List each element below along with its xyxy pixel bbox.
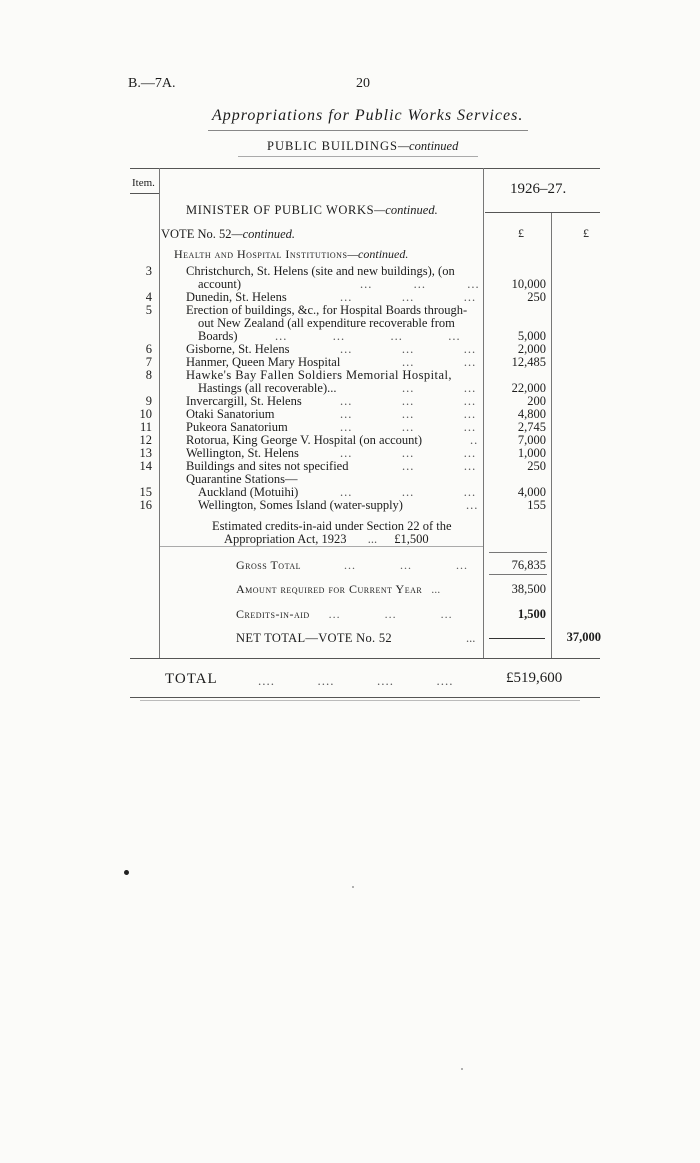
item-description: Quarantine Stations—	[186, 472, 298, 486]
item-description: account)	[198, 277, 242, 291]
currency-header-2: £	[583, 226, 589, 240]
item-amount: 7,000	[517, 433, 546, 447]
item-number: 4	[145, 290, 152, 304]
amount-required-row: Amount required for Current Year ...	[236, 582, 441, 596]
item-description: Hastings (all recoverable)...	[198, 381, 337, 395]
paper-speck	[352, 886, 354, 888]
total-bottom-rule	[130, 697, 600, 698]
vote-cont: —continued.	[231, 227, 296, 241]
item-description: Rotorua, King George V. Hospital (on account)	[186, 433, 423, 447]
net-total-row	[236, 631, 392, 646]
item-description: out New Zealand (all expenditure recoverable from	[198, 316, 455, 330]
credits-note-act: Appropriation Act, 1923	[224, 532, 347, 546]
item-amount: 2,000	[517, 342, 546, 356]
page-title: Appropriations for Public Works Services.	[212, 107, 524, 124]
item-number: 5	[145, 303, 152, 317]
item-number: 8	[145, 368, 152, 382]
table-row: 13 Wellington, St. Helens ... ... ... 1,000	[0, 447, 700, 460]
item-description: Pukeora Sanatorium	[186, 420, 288, 434]
vote-title: VOTE No. 52	[161, 227, 232, 241]
item-description: Wellington, St. Helens	[186, 446, 299, 460]
ministry-cont: —continued.	[374, 203, 438, 217]
credits-note-line-1: Estimated credits-in-aid under Section 22 of the	[212, 519, 452, 533]
table-row: 4 Dunedin, St. Helens ... ... ... 250	[0, 291, 700, 304]
gross-total-label: Gross Total	[236, 558, 301, 572]
item-number: 13	[139, 446, 152, 460]
item-description: Hanmer, Queen Mary Hospital	[186, 355, 341, 369]
item-amount: 4,000	[517, 485, 546, 499]
vote-heading	[161, 227, 295, 242]
amount-required-value: 38,500	[511, 582, 546, 596]
item-amount: 250	[527, 459, 546, 473]
amount-required-label: Amount required for Current Year	[236, 582, 423, 596]
item-amount: 12,485	[511, 355, 546, 369]
table-row: 9 Invercargill, St. Helens ... ... ... 200	[0, 395, 700, 408]
item-amount: 250	[527, 290, 546, 304]
item-description: Buildings and sites not specified	[186, 459, 349, 473]
item-number: 12	[139, 433, 152, 447]
item-number: 6	[145, 342, 152, 356]
section-heading	[267, 139, 458, 154]
total-top-rule	[130, 658, 600, 659]
table-row: 10 Otaki Sanatorium ... ... ... 4,800	[0, 408, 700, 421]
item-amount: 4,800	[517, 407, 546, 421]
item-number: 14	[139, 459, 152, 473]
table-top-rule	[130, 168, 600, 169]
credits-note-line-2: Appropriation Act, 1923 ... £1,500	[224, 532, 429, 546]
item-description: Erection of buildings, &c., for Hospital Boards through-	[186, 303, 468, 317]
year-header: 1926–27.	[510, 181, 567, 197]
paper-speck	[461, 1068, 463, 1070]
credits-in-aid-label: Credits-in-aid	[236, 607, 310, 621]
table-row: 14 Buildings and sites not specified ... ... 250	[0, 460, 700, 473]
ministry-title: MINISTER OF PUBLIC WORKS	[186, 203, 375, 217]
item-number: 16	[139, 498, 152, 512]
currency-header-1: £	[518, 226, 524, 240]
ink-spot	[124, 870, 129, 875]
item-number: 7	[145, 355, 152, 369]
credits-note-amount: £1,500	[394, 532, 429, 546]
item-amount: 10,000	[511, 277, 546, 291]
page-number: 20	[356, 76, 370, 91]
item-number: 15	[139, 485, 152, 499]
item-number: 10	[139, 407, 152, 421]
item-description: Invercargill, St. Helens	[186, 394, 302, 408]
net-total-value: 37,000	[566, 630, 601, 644]
grand-total-amount: £519,600	[506, 670, 563, 686]
item-amount: 155	[527, 498, 546, 512]
item-amount: 2,745	[517, 420, 546, 434]
table-row: 12 Rotorua, King George V. Hospital (on account) .. 7,000	[0, 434, 700, 447]
table-row: Hastings (all recoverable)... ... ... 22,000	[198, 381, 546, 395]
subhead-title: Health and Hospital Institutions	[174, 247, 348, 261]
table-row: 7 Hanmer, Queen Mary Hospital ... ... 12,485	[0, 356, 700, 369]
subhead-cont: —continued.	[347, 247, 409, 261]
item-amount: 22,000	[511, 381, 546, 395]
item-number: 3	[145, 264, 152, 278]
section-cont: —continued	[397, 139, 459, 153]
item-column-header: Item.	[132, 177, 155, 189]
table-row: 16 Wellington, Somes Island (water-supply) ... 155	[0, 499, 700, 512]
section-title: PUBLIC BUILDINGS	[267, 139, 398, 153]
item-number: 11	[139, 420, 152, 434]
item-description: Wellington, Somes Island (water-supply)	[198, 498, 403, 512]
table-row: Boards) ... ... ... ... 5,000	[198, 329, 546, 343]
table-row: account) ... ... ... 10,000	[198, 277, 546, 291]
ministry-heading	[186, 203, 438, 218]
item-description: Gisborne, St. Helens	[186, 342, 290, 356]
item-amount: 1,000	[517, 446, 546, 460]
item-amount: 5,000	[517, 329, 546, 343]
item-description: Boards)	[198, 329, 238, 343]
table-row: 15 Auckland (Motuihi) ... ... ... 4,000	[0, 486, 700, 499]
table-row	[0, 369, 700, 382]
net-total-label: NET TOTAL—VOTE No. 52	[236, 631, 392, 645]
table-row: 11 Pukeora Sanatorium ... ... ... 2,745	[0, 421, 700, 434]
page-ref: B.—7A.	[128, 76, 176, 91]
table-row	[0, 265, 700, 278]
item-description: Christchurch, St. Helens (site and new buildings), (on	[186, 264, 455, 278]
credits-in-aid-value: 1,500	[517, 607, 546, 621]
item-number: 9	[145, 394, 152, 408]
grand-total-label: TOTAL	[165, 671, 218, 687]
item-description: Auckland (Motuihi)	[198, 485, 299, 499]
subhead-heading	[174, 247, 408, 262]
item-description: Dunedin, St. Helens	[186, 290, 287, 304]
table-row: 6 Gisborne, St. Helens ... ... ... 2,000	[0, 343, 700, 356]
gross-total-row: Gross Total ... ... ...	[236, 558, 468, 572]
credits-in-aid-row: Credits-in-aid ... ... ...	[236, 607, 453, 621]
item-description: Otaki Sanatorium	[186, 407, 275, 421]
gross-total-value: 76,835	[511, 558, 546, 572]
item-description: Hawke's Bay Fallen Soldiers Memorial Hospital,	[186, 368, 452, 382]
item-amount: 200	[527, 394, 546, 408]
